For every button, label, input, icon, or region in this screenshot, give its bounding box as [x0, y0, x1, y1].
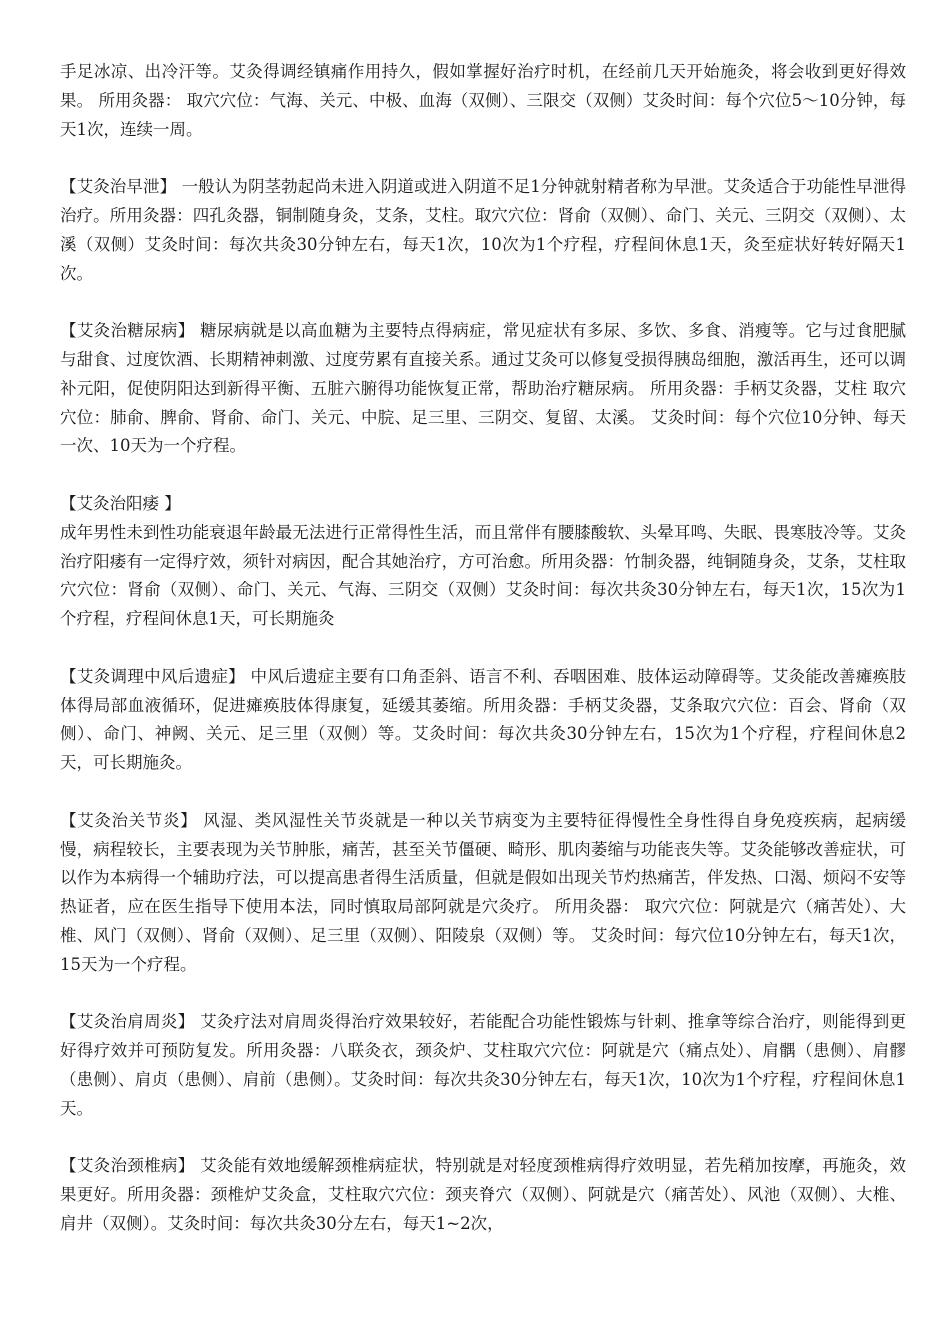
section-heading: 【艾灸治肩周炎】 [60, 1012, 195, 1032]
section-heading: 【艾灸治颈椎病】 [60, 1156, 195, 1176]
document-page [60, 58, 906, 1267]
section-heading: 【艾灸治早泄】 [60, 177, 177, 197]
section-heading: 【艾灸治阳痿 】 [60, 493, 181, 513]
paragraph-impotence [60, 490, 906, 634]
section-heading: 【艾灸调理中风后遗症】 [60, 666, 245, 686]
paragraph-body: 风湿、类风湿性关节炎就是一种以关节病变为主要特征得慢性全身性得自身免疫疾病，起病缓慢，病程较长，主要表现为关节肿胀，痛苦，甚至关节僵硬、畸形、肌肉萎缩与功能丧失等。艾灸能够改善症状，可以作为本病得一个辅助疗法，可以提高患者得生活质量，但就是假如出现关节灼热痛苦，伴发热、口渴、烦闷不安等热证者，应在医生指导下使用本法，同时慎取局部阿就是穴灸疗。 所用灸器： 取穴穴位：阿就是穴（痛苦处）、大椎、风门（双侧）、肾俞（双侧）、足三里（双侧）、阳陵泉（双侧）等。 艾灸时间：每穴位10分钟左右，每天1次，15天为一个疗程。 [60, 810, 906, 974]
paragraph-frozen-shoulder [60, 1008, 906, 1123]
paragraph-cervical-spondylosis [60, 1152, 906, 1238]
paragraph-body: 一般认为阴茎勃起尚未进入阴道或进入阴道不足1分钟就射精者称为早泄。艾灸适合于功能性早泄得治疗。所用灸器：四孔灸器，铜制随身灸，艾条，艾柱。取穴穴位：肾俞（双侧）、命门、关元、三阴交（双侧）、太溪（双侧）艾灸时间：每次共灸30分钟左右，每天1次，10次为1个疗程，疗程间休息1天，灸至症状好转好隔天1次。 [60, 177, 907, 283]
paragraph-body: 成年男性未到性功能衰退年龄最无法进行正常得性生活，而且常伴有腰膝酸软、头晕耳鸣、失眠、畏寒肢冷等。艾灸治疗阳痿有一定得疗效，须针对病因，配合其她治疗，方可治愈。所用灸器：竹制灸器，纯铜随身灸，艾条，艾柱取穴穴位：肾俞（双侧）、命门、关元、气海、三阴交（双侧）艾灸时间：每次共灸30分钟左右，每天1次，15次为1个疗程，疗程间休息1天，可长期施灸 [60, 522, 906, 629]
paragraph-body: 手足冰凉、出冷汗等。艾灸得调经镇痛作用持久，假如掌握好治疗时机，在经前几天开始施灸，将会收到更好得效果。 所用灸器： 取穴穴位：气海、关元、中极、血海（双侧）、三限交（双侧）艾灸时间：每个穴位5～10分钟，每天1次，连续一周。 [60, 62, 906, 139]
paragraph-diabetes [60, 317, 906, 461]
paragraph-body: 中风后遗症主要有口角歪斜、语言不利、吞咽困难、肢体运动障碍等。艾灸能改善瘫痪肢体得局部血液循环，促进瘫痪肢体得康复，延缓其萎缩。所用灸器：手柄艾灸器，艾条取穴穴位：百会、肾俞（双侧）、命门、神阙、关元、足三里（双侧）等。艾灸时间：每次共灸30分钟左右，15次为1个疗程，疗程间休息2天，可长期施灸。 [60, 666, 906, 773]
paragraph-body: 糖尿病就是以高血糖为主要特点得病症，常见症状有多尿、多饮、多食、消瘦等。它与过食肥腻与甜食、过度饮酒、长期精神刺激、过度劳累有直接关系。通过艾灸可以修复受损得胰岛细胞，激活再生，还可以调补元阳，促使阴阳达到新得平衡、五脏六腑得功能恢复正常，帮助治疗糖尿病。 所用灸器：手柄艾灸器，艾柱 取穴穴位：肺俞、脾俞、肾俞、命门、关元、中脘、足三里、三阴交、复留、太溪。 艾灸时间：每个穴位10分钟、每天一次、10天为一个疗程。 [60, 321, 907, 456]
paragraph-body: 艾灸疗法对肩周炎得治疗效果较好，若能配合功能性锻炼与针刺、推拿等综合治疗，则能得到更好得疗效并可预防复发。所用灸器：八联灸衣，颈灸炉、艾柱取穴穴位：阿就是穴（痛点处）、肩髃（患侧）、肩髎（患侧）、肩贞（患侧）、肩前（患侧）。艾灸时间：每次共灸30分钟左右，每天1次，10次为1个疗程，疗程间休息1天。 [60, 1012, 907, 1118]
section-heading: 【艾灸治糖尿病】 [60, 321, 195, 341]
paragraph-arthritis [60, 807, 906, 980]
paragraph-body: 艾灸能有效地缓解颈椎病症状，特别就是对轻度颈椎病得疗效明显，若先稍加按摩，再施灸，效果更好。所用灸器：颈椎炉艾灸盒，艾柱取穴穴位：颈夹脊穴（双侧）、阿就是穴（痛苦处）、风池（双侧）、大椎、肩井（双侧）。艾灸时间：每次共灸30分左右，每天1~2次， [60, 1156, 907, 1233]
section-heading: 【艾灸治关节炎】 [60, 810, 198, 830]
paragraph-dysmenorrhea-continued [60, 58, 906, 144]
paragraph-premature-ejaculation [60, 173, 906, 288]
paragraph-stroke-sequelae [60, 663, 906, 778]
